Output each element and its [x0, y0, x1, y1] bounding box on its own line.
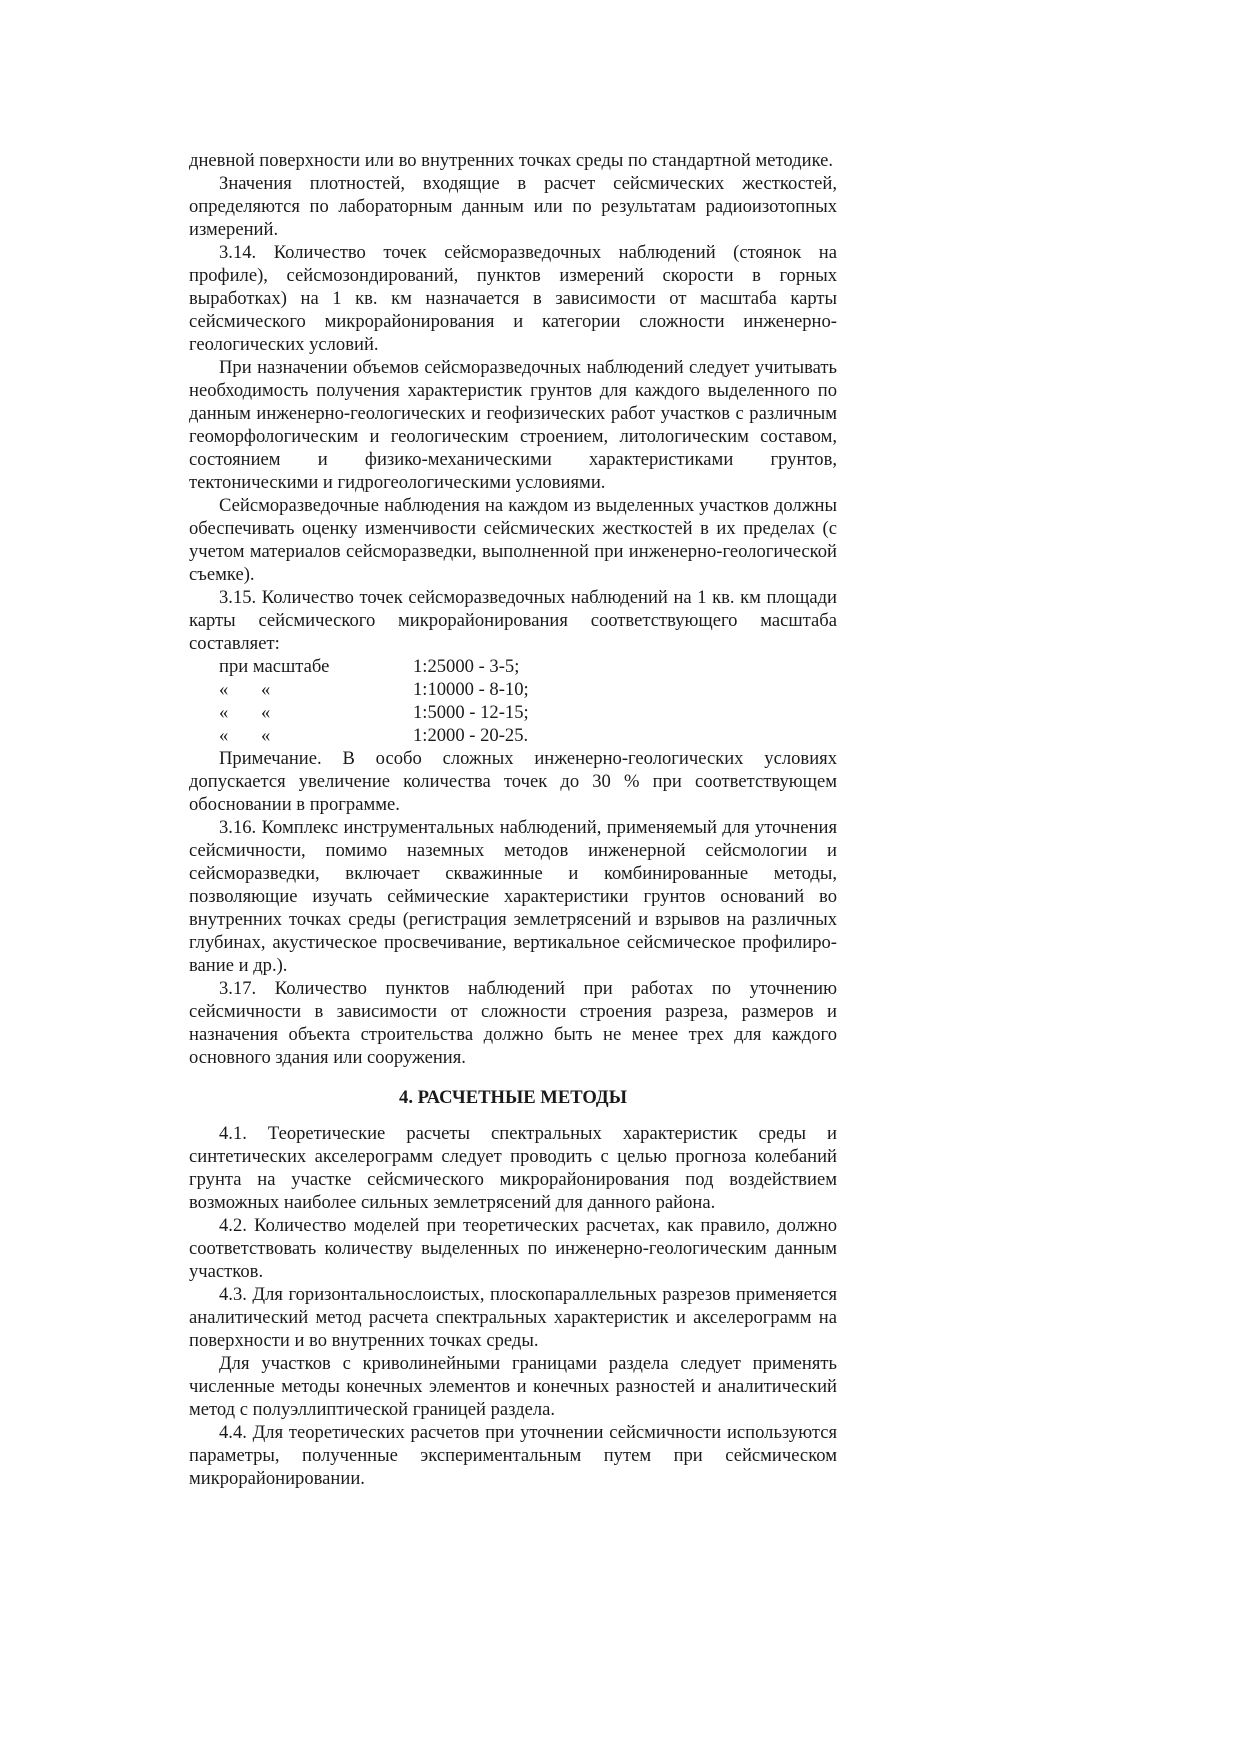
paragraph: дневной поверхности или во внутренних точках среды по стандартной методике. — [189, 150, 834, 171]
document-page — [189, 149, 837, 1490]
section-heading: 4. РАСЧЕТНЫЕ МЕТОДЫ — [399, 1087, 627, 1108]
paragraph: 4.2. Количество моделей при теоретических расчетах, как правило, должно соответствовать количеству выделенных по инженерно-геологическим данным участков. — [189, 1215, 837, 1282]
scale-value: 1:10000 - 8-10; — [413, 679, 529, 700]
paragraph: 3.15. Количество точек сейсморазведочных наблюдений на 1 кв. км площади карты сейсмического микрорайонирования соответствующего масштаба составляет: — [189, 587, 837, 654]
ditto-mark: « — [261, 702, 271, 723]
paragraphs-before — [189, 149, 837, 655]
paragraph: 4.1. Теоретические расчеты спектральных характеристик среды и синтетических акселерограмм следует проводить с целью прогноза колебаний грунта на участке сейсмического микрорайонирования под воздействием возможных наиболее сильных землетрясений для данного района. — [189, 1123, 837, 1213]
paragraph: Значения плотностей, входящие в расчет сейсмических жесткостей, определяются по лабораторным данным или по результатам радиоизотопных измерений. — [189, 173, 837, 240]
paragraph: Примечание. В особо сложных инженерно-геологических условиях допускается увеличение количества точек до 30 % при соответствующем обосновании в программе. — [189, 748, 837, 815]
paragraph: 3.14. Количество точек сейсморазведочных наблюдений (стоянок на профиле), сейсмозондирований, пунктов измерений скорости в горных выработках) на 1 кв. км назначается в зависимости от масштаба карты сейсмического микрорайонирования и категории сложности инженерно-геологических условий. — [189, 242, 837, 355]
paragraph: При назначении объемов сейсморазведочных наблюдений следует учитывать необходимость получения характеристик грунтов для каждого выделенного по данным инженерно-геологических и геофизических работ участков с различным геоморфологическим и геологическим строением, литологическим составом, состоянием и физико-механическими характеристиками грунтов, тектоническими и гидрогеологическими условиями. — [189, 357, 837, 493]
scale-row — [189, 655, 837, 678]
scale-value: 1:5000 - 12-15; — [413, 702, 529, 723]
paragraph: 3.16. Комплекс инструментальных наблюдений, применяемый для уточнения сейсмичности, помимо наземных методов инженерной сейсмологии и сейсморазведки, включает скважинные и комбинированные методы, позволяющие изучать сеймические характеристики грунтов оснований во внутренних точках среды (регистрация землетрясений и взрывов на различных глубинах, акустическое просвечивание, вертикальное сейсмическое профилиро-вание и др.). — [189, 817, 837, 976]
ditto-mark: « — [261, 725, 271, 746]
paragraph: 3.17. Количество пунктов наблюдений при работах по уточнению сейсмичности в зависимости от сложности строения разреза, размеров и назначения объекта строительства должно быть не менее трех для каждого основного здания или сооружения. — [189, 978, 837, 1068]
paragraphs-after — [189, 1122, 837, 1490]
scale-row — [189, 724, 837, 747]
scale-table — [189, 655, 837, 747]
paragraph: Для участков с криволинейными границами раздела следует применять численные методы конечных элементов и конечных разностей и аналитический метод с полуэллиптической границей раздела. — [189, 1353, 837, 1420]
scale-row — [189, 701, 837, 724]
ditto-mark: « — [219, 679, 229, 700]
scale-row — [189, 678, 837, 701]
ditto-mark: « — [261, 679, 271, 700]
ditto-mark: « — [219, 725, 229, 746]
paragraph: 4.3. Для горизонтальнослоистых, плоскопараллельных разрезов применяется аналитический метод расчета спектральных характеристик и акселерограмм на поверхности и во внутренних точках среды. — [189, 1284, 837, 1351]
paragraph: 4.4. Для теоретических расчетов при уточнении сейсмичности используются параметры, полученные экспериментальным путем при сейсмическом микрорайонировании. — [189, 1422, 837, 1489]
scale-value: 1:2000 - 20-25. — [413, 725, 529, 746]
paragraphs-middle — [189, 747, 837, 1069]
ditto-mark: « — [219, 702, 229, 723]
paragraph: Сейсморазведочные наблюдения на каждом из выделенных участков должны обеспечивать оценку изменчивости сейсмических жесткостей в их пределах (с учетом материалов сейсморазведки, выполненной при инженерно-геологической съемке). — [189, 495, 837, 585]
scale-value: 1:25000 - 3-5; — [413, 656, 520, 677]
scale-label: при масштабе — [219, 656, 330, 677]
